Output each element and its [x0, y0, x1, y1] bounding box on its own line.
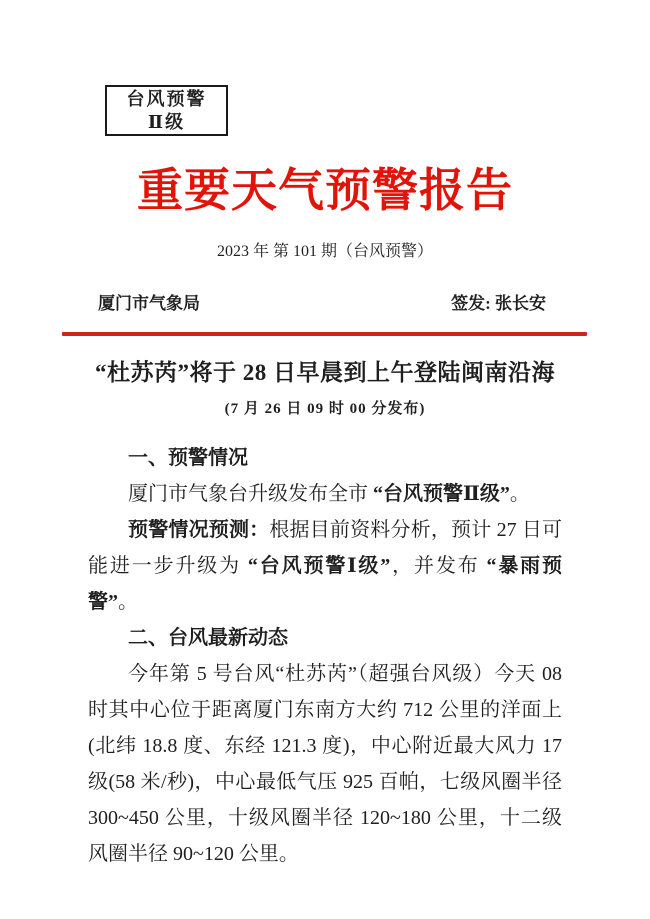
- paragraph-typhoon-status: 今年第 5 号台风“杜苏芮”（超强台风级）今天 08 时其中心位于距离厦门东南方大约 712 公里的洋面上(北纬 18.8 度、东经 121.3 度)，中心附近最大风力 17 级(58 米/秒)，中心最低气压 925 百帕，七级风圈半径 300~450 公里，十级风圈半径 120~180 公里，十二级风圈半径 90~120 公里。: [88, 663, 562, 865]
- red-divider-rule: [62, 332, 587, 336]
- bulletin-headline: “杜苏芮”将于 28 日早晨到上午登陆闽南沿海: [95, 360, 555, 385]
- text-run: 厦门市气象台升级发布全市: [128, 483, 373, 505]
- text-run: 根据目前资料分析，预计 27 日可能进一步升级为: [88, 519, 563, 577]
- report-title: 重要天气预警报告: [137, 165, 513, 216]
- badge-warning-type: 台风预警: [126, 88, 207, 109]
- text-run: 。: [509, 483, 530, 505]
- text-run: 。: [118, 591, 138, 613]
- warning-level-badge: [105, 85, 228, 136]
- text-run-emphasis: “台风预警Ⅱ级”: [373, 483, 510, 505]
- section-1-heading: 一、预警情况: [128, 447, 248, 469]
- issue-number-line: 2023 年 第 101 期（台风预警）: [216, 243, 433, 260]
- bulletin-body: [88, 440, 562, 872]
- badge-warning-level: Ⅱ级: [147, 111, 186, 132]
- section-2-heading: 二、台风最新动态: [128, 627, 288, 649]
- paragraph-warning-status: [88, 476, 562, 512]
- text-run: ，并发布: [390, 555, 487, 577]
- text-run-emphasis: “台风预警Ⅰ级”: [247, 555, 391, 577]
- agency-signer-row: [98, 293, 546, 315]
- text-run-emphasis: 预警情况预测：: [128, 519, 270, 541]
- text-run-emphasis: “暴雨预警”: [88, 555, 563, 613]
- publish-time: (7 月 26 日 09 时 00 分发布): [224, 401, 426, 417]
- paragraph-warning-forecast: [88, 512, 562, 620]
- agency-name: 厦门市气象局: [98, 294, 200, 313]
- signer: 签发: 张长安: [451, 294, 546, 313]
